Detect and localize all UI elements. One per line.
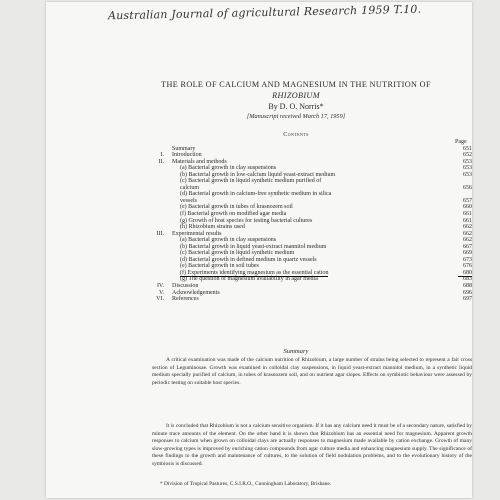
toc-page-number: 661: [463, 217, 472, 224]
page-column-heading: Page: [455, 139, 467, 145]
toc-entry-text: Experimental results: [172, 230, 222, 237]
toc-entry-text: (c) Bacterial growth in liquid synthetic medium purified of: [180, 178, 322, 185]
toc-number: VI.: [156, 296, 164, 303]
author-line: By D. O. Norris*: [268, 102, 324, 111]
toc-row: [150, 296, 472, 303]
toc-page-number: 662: [463, 230, 472, 237]
manuscript-date: [Manuscript received March 17, 1959]: [246, 113, 346, 120]
summary-heading: Summary: [283, 348, 309, 355]
toc-entry-text: Summary: [172, 145, 196, 152]
toc-entry-text: vessels: [180, 197, 197, 204]
toc-entry-text: (a) Bacterial growth in clay suspensions: [180, 165, 277, 172]
toc-page-number: 662: [463, 224, 472, 231]
toc-entry-text: (b) Bacterial growth in liquid yeast-extract mannitol medium: [180, 243, 327, 250]
toc-number: IV.: [156, 283, 164, 290]
toc-entry-text: (b) Bacterial growth in low-calcium liquid yeast-extract medium: [180, 171, 336, 178]
toc-entry-text: (h) Rhizobium strains used: [180, 224, 245, 231]
toc-page-number: 669: [463, 250, 472, 257]
handwritten-note: Australian Journal of agricultural Research 1959 T.10.: [107, 2, 422, 23]
toc-page-number: 697: [463, 296, 472, 303]
toc-number: V.: [158, 289, 164, 296]
toc-page-number: 662: [463, 237, 472, 244]
toc-page-number: 667: [463, 243, 472, 250]
toc-number: II.: [158, 158, 164, 165]
summary-paragraph-1: A critical examination was made of the calcium nutrition of Rhizobium, a large number of strains being selected to represent a fair cross section of Leguminosae. Growth was examined in colloidal clay suspensions, in liquid yeast-extract mannitol medium, in a synthetic liquid medium specially purified of calcium, in tubes of krasnozem soil, and on nutrient agar slopes. Effects on symbiotic behaviour were assessed by periodic testing on suitable host species.: [152, 357, 472, 386]
toc-entry-text: References: [172, 296, 199, 303]
toc-entry-text: (g) The question of magnesium availability in agar media: [180, 276, 318, 283]
toc-entry-text: (e) Bacterial growth in tubes of krasnozem soil: [180, 204, 293, 211]
table-of-contents: [150, 139, 472, 303]
toc-page-number: 676: [463, 263, 472, 270]
toc-entry-text: (f) Bacterial growth on modified agar media: [180, 211, 287, 218]
toc-page-number: 653: [463, 171, 472, 178]
footnote: * Division of Tropical Pastures, C.S.I.R.O., Cunningham Laboratory, Brisbane.: [160, 481, 332, 487]
toc-page-number: 657: [463, 197, 472, 204]
toc-entry-text: Materials and methods: [172, 158, 227, 165]
toc-page-number: 680: [458, 270, 472, 278]
toc-number: III.: [156, 230, 164, 237]
toc-page-number: 673: [463, 256, 472, 263]
toc-page-number: 653: [463, 158, 472, 165]
toc-entry-text: Introduction: [172, 152, 202, 159]
journal-page: [46, 2, 472, 498]
toc-page-number: 651: [463, 145, 472, 152]
toc-number: I.: [160, 152, 164, 159]
toc-entry-text: (f) Experiments identifying magnesium as the essential cation: [180, 269, 329, 276]
toc-page-number: 656: [463, 184, 472, 191]
contents-heading: Contents: [283, 131, 309, 138]
toc-entry-text: (e) Bacterial growth in soil tubes: [180, 263, 259, 270]
toc-entry-text: (c) Bacterial growth in liquid synthetic medium: [180, 250, 295, 257]
toc-page-number: 660: [463, 204, 472, 211]
toc-entry-text: (d) Bacterial growth in defined medium in quartz vessels: [180, 256, 317, 263]
toc-entry-text: Discussion: [172, 283, 199, 290]
toc-entry-text: (a) Bacterial growth in clay suspensions: [180, 237, 277, 244]
toc-page-number: 688: [463, 283, 472, 290]
toc-entry-text: Acknowledgements: [172, 289, 220, 296]
toc-entry-text: (g) Growth of host species for testing bacterial cultures: [180, 217, 313, 224]
toc-page-number: 683: [463, 276, 472, 283]
toc-entry-text: (d) Bacterial growth in calcium-free synthetic medium in silica: [180, 191, 332, 198]
article-title: [116, 79, 476, 101]
toc-page-number: 653: [463, 165, 472, 172]
toc-page-number: 652: [463, 152, 472, 159]
summary-paragraph-2: It is concluded that Rhizobium is not a calcium sensitive organism. If it has any calcium need it must be of a secondary nature, satisfied by minute trace amounts of the element. On the other hand it is shown that Rhizobium has an essential need for magnesium. Apparent growth responses to calcium when grown on colloidal clays are actually responses to magnesium made available by cation exchange. Growth of many slow-growing types is improved by enriching cation compounds from agar culture media and enhancing magnesium supply. The significance of these findings to the growth and maintenance of cultures, to the solution of field nodulation problems, and to the evolutionary history of the symbiosis is discussed.: [152, 423, 472, 467]
toc-entry-text: calcium: [180, 184, 199, 191]
title-line-1: THE ROLE OF CALCIUM AND MAGNESIUM IN THE NUTRITION OF: [161, 80, 431, 89]
title-line-2: RHIZOBIUM: [272, 91, 320, 100]
toc-page-number: 661: [463, 211, 472, 218]
toc-page-number: 696: [463, 289, 472, 296]
